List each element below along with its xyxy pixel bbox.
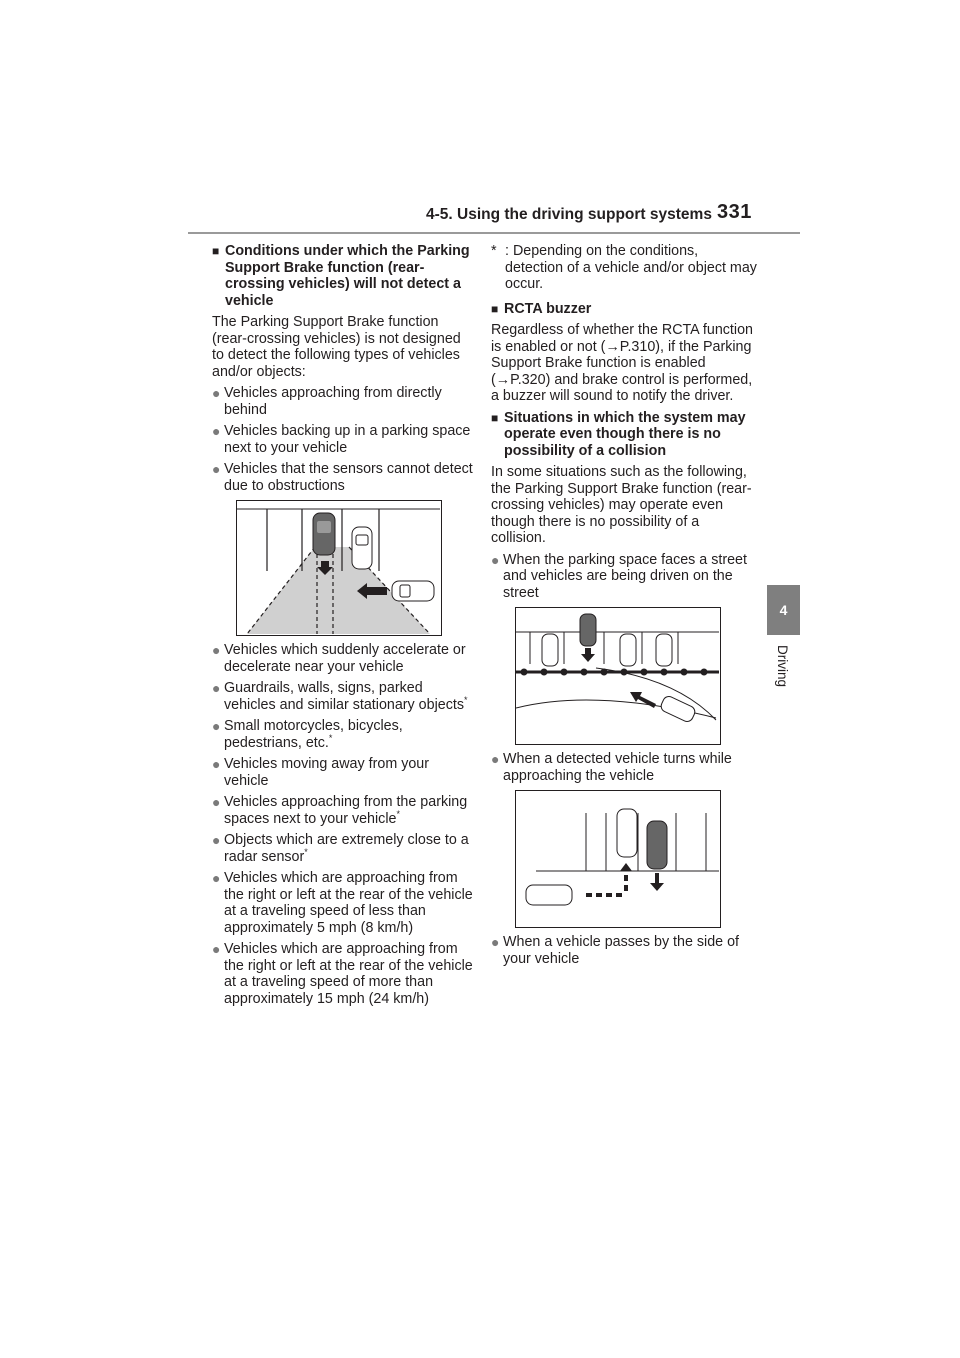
bullet-icon: ● [212, 423, 221, 439]
bullet-icon: ● [212, 461, 221, 477]
list-item-text: Vehicles approaching from directly behind [224, 385, 442, 418]
bullet-icon: ● [212, 385, 221, 401]
heading-buzzer [491, 301, 757, 318]
asterisk-mark: * [328, 732, 333, 743]
list-item [491, 552, 757, 602]
asterisk-mark: * [396, 808, 400, 819]
page-number: 331 [717, 201, 752, 223]
header-rule [188, 232, 800, 234]
arrow-icon: → [495, 371, 511, 388]
turning-illustration [516, 791, 719, 926]
situations-paragraph: In some situations such as the following, the Parking Support Brake function (rear-crossing vehicles) may operate even though there is no possibility of a collision. [491, 464, 752, 546]
buzzer-text-3: ) and brake control is performed, a buzzer will sound to notify the driver. [491, 371, 753, 404]
list-item [212, 680, 474, 713]
street-illustration [516, 608, 719, 743]
list-item-text: When the parking space faces a street and vehicles are being driven on the street [503, 551, 747, 601]
footnote-text: : Depending on the conditions, detection of a vehicle and/or object may occur. [505, 243, 757, 292]
right-column [491, 243, 757, 972]
figure-turning [515, 790, 721, 928]
buzzer-text-1: Regardless of whether the RCTA function is enabled or not ( [491, 322, 753, 355]
list-item-text [224, 832, 474, 865]
list-item-text [224, 794, 474, 827]
list-item [212, 870, 474, 936]
list-item [212, 461, 474, 494]
chapter-tab: 4 [767, 585, 800, 635]
list-item-text: Vehicles which are approaching from the right or left at the rear of the vehicle at a traveling speed of less than approximately 5 mph (8 km/h) [224, 870, 473, 936]
list-item [212, 718, 474, 751]
list-item [212, 423, 474, 456]
section-title: 4-5. Using the driving support systems [426, 206, 712, 223]
list-item-text: Vehicles that the sensors cannot detect due to obstructions [224, 461, 473, 494]
bullet-icon: ● [212, 794, 221, 810]
heading-buzzer-text: RCTA buzzer [504, 300, 592, 317]
page-reference-310[interactable]: P.310 [619, 338, 656, 355]
list-item [491, 934, 757, 967]
heading-situations [491, 410, 757, 460]
buzzer-paragraph [491, 322, 757, 405]
square-icon: ■ [491, 301, 499, 316]
obstruction-illustration [237, 501, 440, 634]
list-item [212, 756, 474, 789]
list-item-text: Vehicles moving away from your vehicle [224, 756, 430, 789]
list-item-text: Vehicles which are approaching from the right or left at the rear of the vehicle at a traveling speed of more than approximately 15 mph (24 km/h) [224, 941, 473, 1007]
figure-street [515, 607, 721, 745]
left-column [212, 243, 474, 1012]
list-item-text-body: Objects which are extremely close to a radar sensor [224, 832, 469, 865]
list-item [212, 642, 474, 675]
arrow-icon: → [605, 338, 620, 355]
list-item-text: When a detected vehicle turns while approaching the vehicle [503, 751, 732, 784]
list-item [491, 751, 757, 784]
bullet-icon: ● [491, 934, 500, 950]
figure-obstruction [236, 500, 442, 636]
list-item-text [224, 680, 474, 713]
chapter-label: Driving [775, 645, 790, 688]
list-item [212, 794, 474, 827]
bullet-icon: ● [491, 551, 500, 568]
list-item [212, 385, 474, 418]
bullet-icon: ● [212, 870, 221, 886]
page-reference-320[interactable]: P.320 [510, 371, 546, 388]
bullet-icon: ● [212, 718, 221, 734]
list-item-text-body: Vehicles approaching from the parking spaces next to your vehicle [224, 794, 468, 827]
footnote [491, 243, 757, 293]
list-item-text: When a vehicle passes by the side of your vehicle [503, 934, 740, 967]
buzzer-text-2: ), if the Parking Support Brake function is enabled ( [491, 338, 752, 388]
list-item-text: Vehicles which suddenly accelerate or decelerate near your vehicle [224, 642, 466, 675]
asterisk-mark: * [491, 243, 497, 259]
square-icon: ■ [212, 244, 220, 258]
bullet-icon: ● [491, 751, 500, 767]
square-icon: ■ [491, 410, 499, 425]
list-item-text [224, 718, 474, 751]
list-item-text-body: Small motorcycles, bicycles, pedestrians, etc. [224, 718, 403, 751]
list-item-text: Vehicles backing up in a parking space next to your vehicle [224, 423, 471, 456]
bullet-icon: ● [212, 642, 221, 658]
asterisk-mark: * [304, 846, 308, 857]
heading-conditions-text: Conditions under which the Parking Support Brake function (rear-crossing vehicles) will not detect a vehicle [225, 243, 470, 309]
list-item-text-body: Guardrails, walls, signs, parked vehicles and similar stationary objects [224, 680, 464, 713]
list-item [212, 832, 474, 865]
intro-paragraph: The Parking Support Brake function (rear-crossing vehicles) is not designed to detect the following types of vehicles and/or objects: [212, 314, 461, 380]
bullet-icon: ● [212, 680, 221, 696]
asterisk-mark: * [463, 694, 468, 705]
bullet-icon: ● [212, 832, 221, 848]
bullet-icon: ● [212, 941, 221, 957]
list-item [212, 941, 474, 1007]
bullet-icon: ● [212, 756, 221, 772]
heading-situations-text: Situations in which the system may operate even though there is no possibility of a collision [504, 409, 746, 459]
heading-conditions [212, 243, 474, 309]
